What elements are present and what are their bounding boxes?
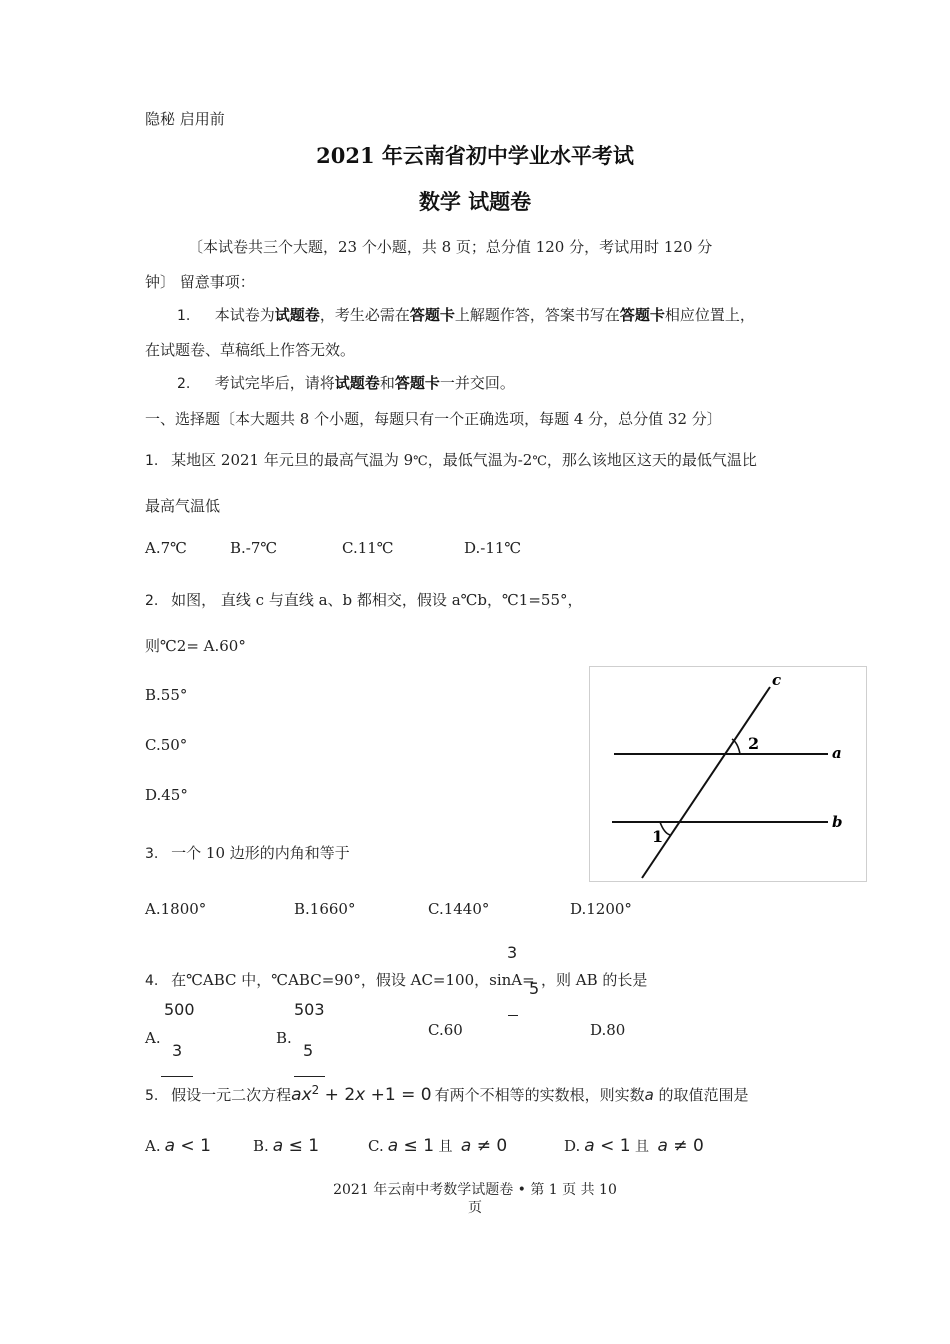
question-4-number: 4. (145, 973, 159, 989)
q3-option-d: D.1200° (570, 900, 632, 918)
parallel-lines-diagram (590, 667, 866, 881)
question-1: 1. 某地区 2021 年元旦的最高气温为 9℃，最低气温为-2℃，那么该地区这天的最低气温比 (145, 451, 757, 469)
q4-sin-fraction-bar (508, 1015, 518, 1016)
section-1-heading: 一、选择题〔本大题共 8 个小题，每题只有一个正确选项，每题 4 分，总分值 32 分〕 (145, 410, 722, 428)
q4-option-a-denominator: 3 (172, 1041, 183, 1060)
exam-title: 2021 年云南省初中学业水平考试 (316, 143, 634, 168)
q3-option-a: A.1800° (145, 900, 207, 918)
question-4: 4. 在℃ABC 中，℃ABC=90°，假设 AC=100，sinA= (145, 971, 535, 989)
q3-option-b: B.1660° (294, 900, 356, 918)
angle-2-label: 2 (748, 734, 760, 753)
question-5: 5. 假设一元二次方程$ax^2 + 2x +1 = 0$ 有两个不相等的实数根，则实数a 的取值范围是 (145, 1083, 749, 1105)
q2-option-b: B.55° (145, 686, 188, 704)
q4-option-a-fraction-bar (161, 1076, 193, 1077)
page-footer-line-1: 2021 年云南中考数学试题卷 • 第 1 页 共 10 (333, 1182, 617, 1198)
q5-option-a: A. a < 1 (145, 1136, 211, 1156)
note-2-number: 2. (177, 376, 191, 392)
question-2-number: 2. (145, 593, 159, 609)
note-2: 2. 考试完毕后，请将试题卷和答题卡一并交回。 (177, 374, 515, 392)
note-1-number: 1. (177, 308, 191, 324)
exam-subtitle: 数学 试题卷 (418, 189, 532, 214)
line-b-label: b (832, 813, 843, 831)
question-2: 2. 如图， 直线 c 与直线 a、b 都相交，假设 a℃b，℃1=55°， (145, 591, 583, 609)
q4-option-b-numerator: 503 (294, 1000, 325, 1019)
note-1: 1. 本试卷为试题卷，考生必需在答题卡上解题作答，答案书写在答题卡相应位置上， (177, 306, 755, 324)
q2-option-c: C.50° (145, 736, 188, 754)
q4-option-b-denominator: 5 (303, 1041, 314, 1060)
note-1-continued: 在试题卷、草稿纸上作答无效。 (145, 341, 356, 359)
intro-line-2: 钟〕 留意事项： (145, 273, 255, 291)
q4-option-b-label: B. (276, 1029, 292, 1047)
question-4-tail: ，则 AB 的长是 (541, 971, 648, 989)
angle-1-label: 1 (652, 827, 664, 846)
intro-line-1: 〔本试卷共三个大题，23 个小题，共 8 页；总分值 120 分，考试用时 120 分 (188, 238, 713, 256)
q5-option-b: B. a ≤ 1 (253, 1136, 320, 1156)
q3-option-c: C.1440° (428, 900, 490, 918)
question-1-number: 1. (145, 453, 159, 469)
line-c (642, 687, 770, 878)
q5-option-c: C. a ≤ 1 且 a ≠ 0 (368, 1136, 508, 1156)
confidential-label: 隐秘 启用前 (145, 110, 225, 128)
question-2-line-2: 则℃2= A.60° (145, 637, 246, 655)
q4-option-c: C.60 (428, 1021, 463, 1039)
q4-option-a-label: A. (145, 1029, 161, 1047)
q4-option-a-numerator: 500 (164, 1000, 195, 1019)
question-1-line-2: 最高气温低 (145, 497, 221, 515)
q5-option-d: D. a < 1 且 a ≠ 0 (564, 1136, 704, 1156)
question-3: 3. 一个 10 边形的内角和等于 (145, 844, 350, 862)
q4-sin-numerator: 3 (507, 943, 518, 962)
line-a-label: a (832, 744, 842, 762)
q1-option-b: B.-7℃ (230, 539, 278, 557)
question-5-number: 5. (145, 1088, 159, 1104)
q4-option-b-fraction-bar (294, 1076, 325, 1077)
question-3-number: 3. (145, 846, 159, 862)
q4-sin-denominator: 5 (529, 979, 540, 998)
line-c-label: c (772, 671, 782, 689)
q1-option-d: D.-11℃ (464, 539, 522, 557)
q1-option-c: C.11℃ (342, 539, 394, 557)
parallel-lines-figure (589, 666, 867, 882)
q1-option-a: A.7℃ (145, 539, 187, 557)
q4-option-d: D.80 (590, 1021, 626, 1039)
q2-option-d: D.45° (145, 786, 188, 804)
page-footer-line-2: 页 (468, 1200, 482, 1216)
